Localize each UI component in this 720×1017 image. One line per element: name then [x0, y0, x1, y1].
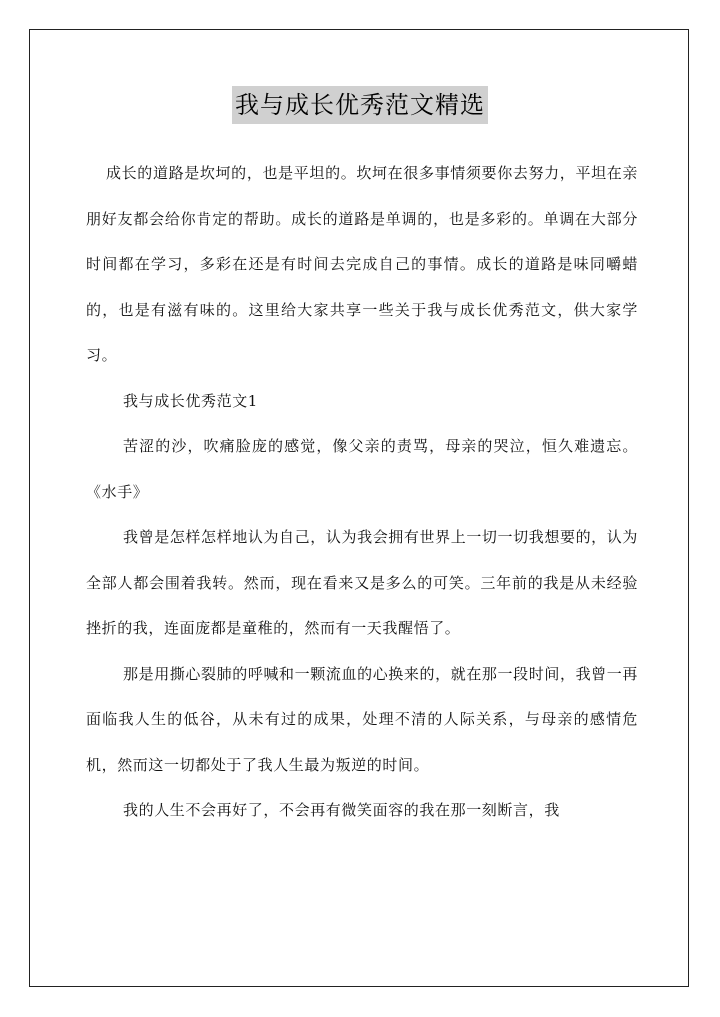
- document-body: [86, 151, 638, 834]
- body-paragraph: 那是用撕心裂肺的呼喊和一颗流血的心换来的，就在那一段时间，我曾一再面临我人生的低谷，从未有过的成果，处理不清的人际关系，与母亲的感情危机，然而这一切都处于了我人生最为叛逆的时间。: [86, 664, 638, 774]
- intro-paragraph: 成长的道路是坎坷的，也是平坦的。坎坷在很多事情须要你去努力，平坦在亲朋好友都会给你肯定的帮助。成长的道路是单调的，也是多彩的。单调在大部分时间都在学习，多彩在还是有时间去完成自己的事情。成长的道路是味同嚼蜡的，也是有滋有味的。这里给大家共享一些关于我与成长优秀范文，供大家学习。: [86, 164, 638, 364]
- title-block: [0, 86, 720, 124]
- body-paragraph: 我的人生不会再好了，不会再有微笑面容的我在那一刻断言，我: [123, 801, 560, 819]
- body-paragraph: 我曾是怎样怎样地认为自己，认为我会拥有世界上一切一切我想要的，认为全部人都会围着我转。然而，现在看来又是多么的可笑。三年前的我是从未经验挫折的我，连面庞都是童稚的，然而有一天我醒悟了。: [86, 528, 638, 637]
- document-title: 我与成长优秀范文精选: [232, 86, 488, 124]
- essay-heading: 我与成长优秀范文1: [123, 391, 258, 410]
- body-paragraph: 苦涩的沙，吹痛脸庞的感觉，像父亲的责骂，母亲的哭泣，恒久难遗忘。《水手》: [86, 437, 638, 501]
